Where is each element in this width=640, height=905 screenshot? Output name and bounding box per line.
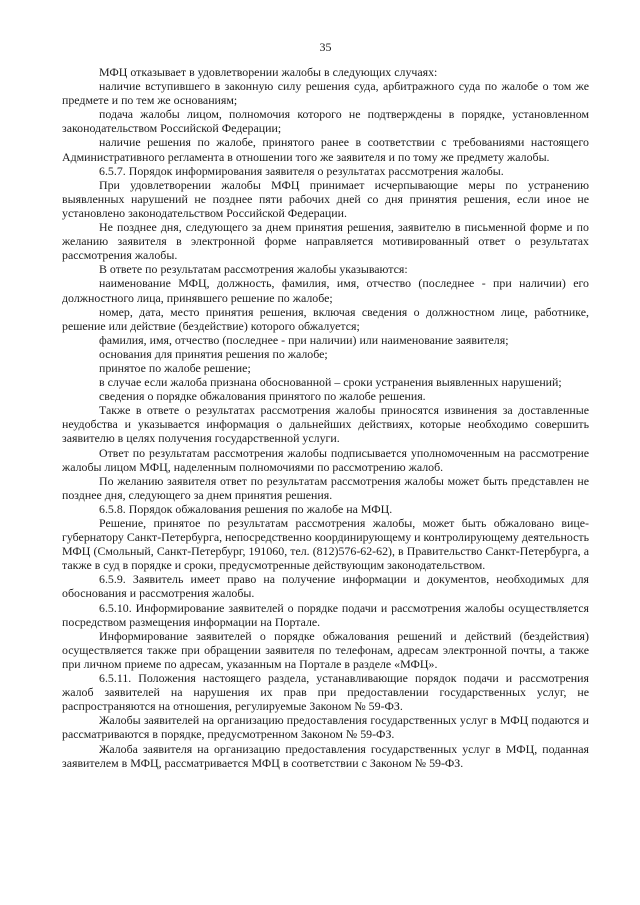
paragraph: Решение, принятое по результатам рассмотрения жалобы, может быть обжаловано вице-губернатору Санкт-Петербурга, непосредственно координирующему и контролирующему деятельность МФЦ (Смольный, Санкт-Петербург, 191060, тел. (812)576-62-62), в Правительство Санкт-Петербурга, а также в суд в порядке и сроки, предусмотренные действующим законодательством. xyxy=(62,516,589,573)
section-heading: 6.5.8. Порядок обжалования решения по жалобе на МФЦ. xyxy=(99,501,393,516)
paragraph: В ответе по результатам рассмотрения жалобы указываются: xyxy=(99,262,408,277)
paragraph: наличие решения по жалобе, принятого ранее в соответствии с требованиями настоящего Административного регламента в отношении того же заявителя и по тому же предмету жалобы. xyxy=(62,135,589,164)
paragraph: Не позднее дня, следующего за днем принятия решения, заявителю в письменной форме и по желанию заявителя в электронной форме направляется мотивированный ответ о результатах рассмотрения жалобы. xyxy=(62,220,589,263)
paragraph: принятое по жалобе решение; xyxy=(99,360,251,375)
paragraph: 6.5.9. Заявитель имеет право на получение информации и документов, необходимых для обоснования и рассмотрения жалобы. xyxy=(62,572,589,601)
paragraph: наличие вступившего в законную силу решения суда, арбитражного суда по жалобе о том же предмете и по тем же основаниям; xyxy=(62,79,589,108)
paragraph: 6.5.11. Положения настоящего раздела, устанавливающие порядок подачи и рассмотрения жалоб заявителей на нарушения их прав при предоставлении государственных услуг, не распространяются на отношения, регулируемые Законом № 59-ФЗ. xyxy=(62,671,589,714)
paragraph: Ответ по результатам рассмотрения жалобы подписывается уполномоченным на рассмотрение жалобы лицом МФЦ, наделенным полномочиями по рассмотрению жалоб. xyxy=(62,445,589,474)
paragraph: подача жалобы лицом, полномочия которого не подтверждены в порядке, установленном законодательством Российской Федерации; xyxy=(62,107,589,136)
paragraph: фамилия, имя, отчество (последнее - при наличии) или наименование заявителя; xyxy=(99,332,509,347)
paragraph: Жалоба заявителя на организацию предоставления государственных услуг в МФЦ, поданная заявителем в МФЦ, рассматривается МФЦ в соответствии с Законом № 59-ФЗ. xyxy=(62,741,589,770)
paragraph: основания для принятия решения по жалобе; xyxy=(99,346,328,361)
paragraph: в случае если жалоба признана обоснованной – сроки устранения выявленных нарушений; xyxy=(99,375,562,390)
document-page xyxy=(62,40,589,900)
paragraph: По желанию заявителя ответ по результатам рассмотрения жалобы может быть представлен не позднее дня, следующего за днем принятия решения. xyxy=(62,473,589,502)
paragraph: Также в ответе о результатах рассмотрения жалобы приносятся извинения за доставленные неудобства и указывается информация о дальнейших действиях, которые необходимо совершить заявителю в целях получения государственной услуги. xyxy=(62,403,589,446)
paragraph: Жалобы заявителей на организацию предоставления государственных услуг в МФЦ подаются и рассматриваются в порядке, предусмотренном Законом № 59-ФЗ. xyxy=(62,713,589,742)
paragraph: Информирование заявителей о порядке обжалования решений и действий (бездействия) осуществляется также при обращении заявителя по телефонам, адресам электронной почты, а также при личном приеме по адресам, указанным на Портале в разделе «МФЦ». xyxy=(62,628,589,671)
paragraph: МФЦ отказывает в удовлетворении жалобы в следующих случаях: xyxy=(99,65,438,79)
paragraph: номер, дата, место принятия решения, включая сведения о должностном лице, работнике, решение или действие (бездействие) которого обжалуется; xyxy=(62,304,589,333)
page-number: 35 xyxy=(319,40,332,54)
document-body xyxy=(62,65,589,770)
paragraph: При удовлетворении жалобы МФЦ принимает исчерпывающие меры по устранению выявленных нарушений не позднее пяти рабочих дней со дня принятия решения, если иное не установлено законодательством Российской Федерации. xyxy=(62,177,589,220)
paragraph: сведения о порядке обжалования принятого по жалобе решения. xyxy=(99,389,426,404)
paragraph: 6.5.10. Информирование заявителей о порядке подачи и рассмотрения жалобы осуществляется посредством размещения информации на Портале. xyxy=(62,600,589,629)
paragraph: наименование МФЦ, должность, фамилия, имя, отчество (последнее - при наличии) его должностного лица, принявшего решение по жалобе; xyxy=(62,276,589,305)
section-heading: 6.5.7. Порядок информирования заявителя о результатах рассмотрения жалобы. xyxy=(99,163,504,178)
